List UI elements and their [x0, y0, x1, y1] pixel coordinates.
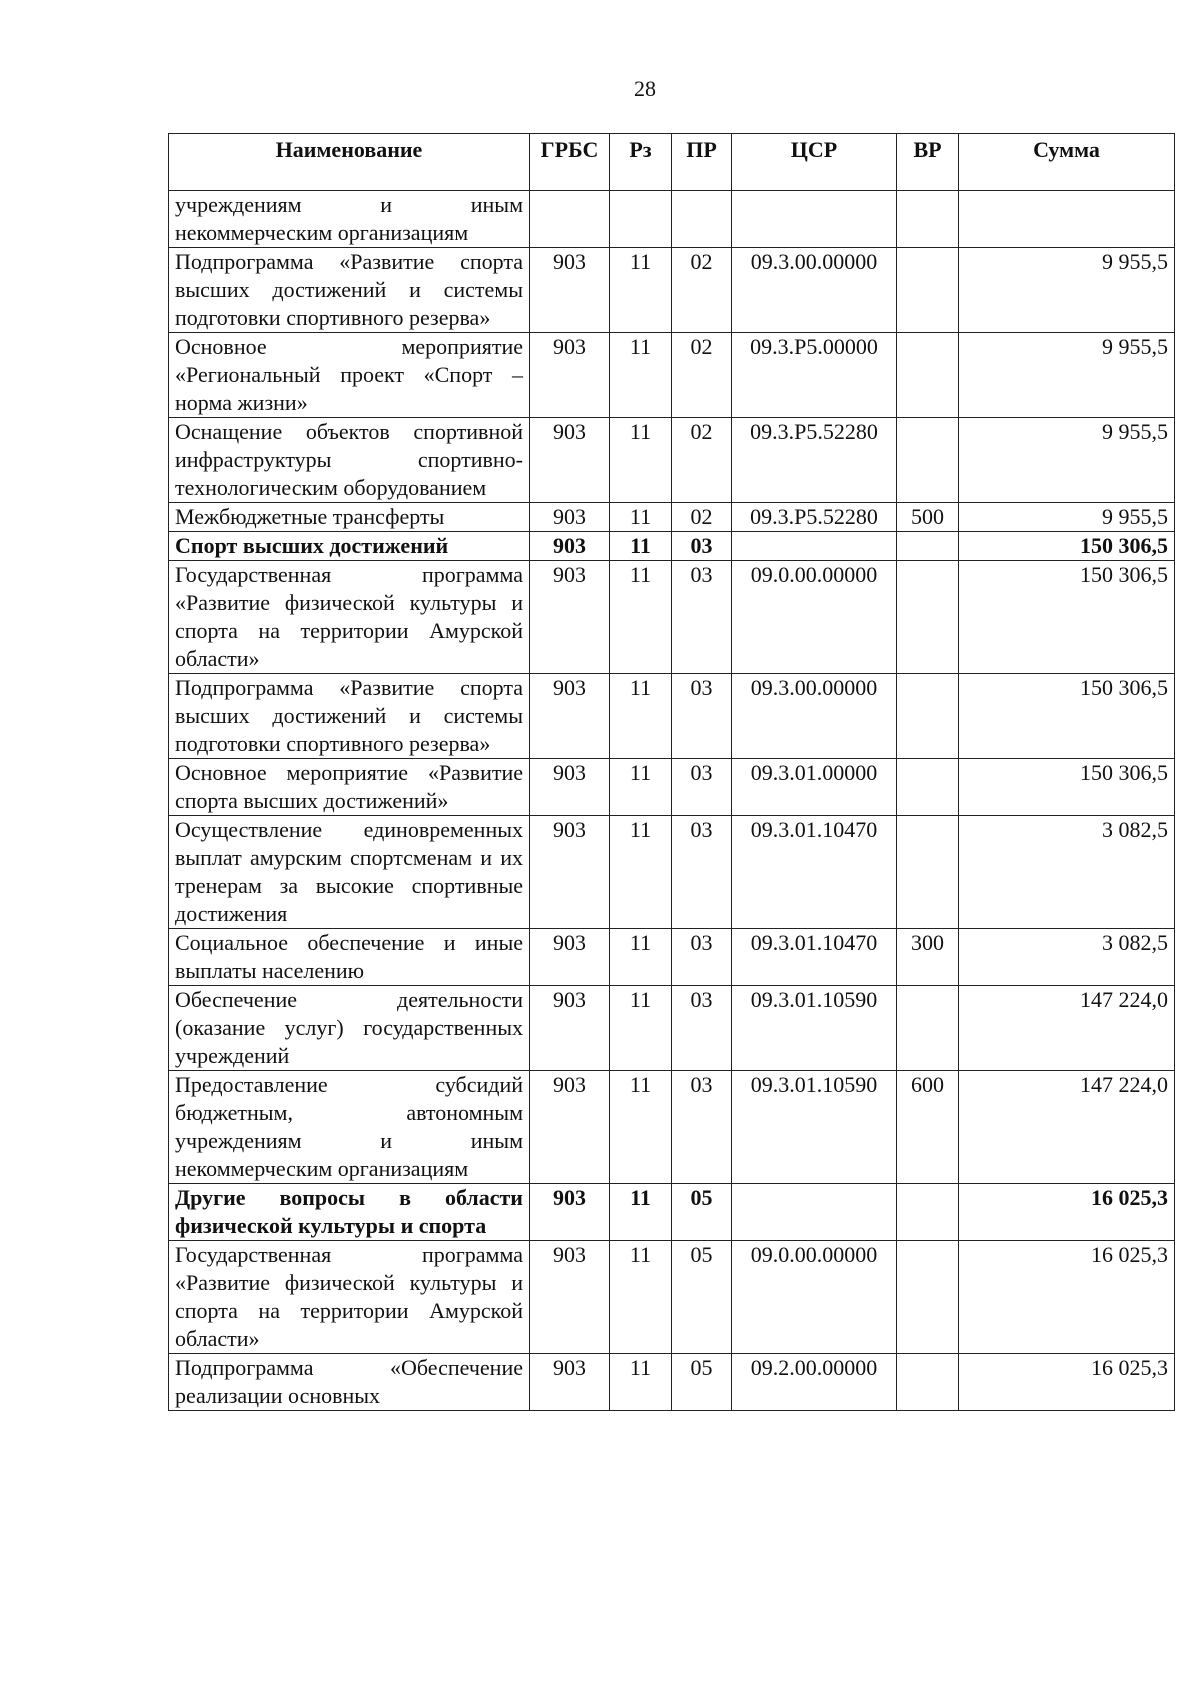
table-row: [169, 333, 1175, 418]
cell-vr: [897, 1184, 959, 1241]
cell-csr: 09.3.01.10590: [732, 986, 897, 1071]
table-row: [169, 986, 1175, 1071]
cell-rz: 11: [610, 532, 672, 561]
cell-name: Межбюджетные трансферты: [169, 503, 530, 532]
cell-sum: 150 306,5: [959, 561, 1175, 674]
cell-sum: 9 955,5: [959, 248, 1175, 333]
cell-rz: 11: [610, 333, 672, 418]
cell-vr: [897, 674, 959, 759]
cell-grbs: 903: [530, 248, 610, 333]
cell-rz: 11: [610, 1184, 672, 1241]
cell-rz: 11: [610, 248, 672, 333]
cell-csr: 09.0.00.00000: [732, 1241, 897, 1354]
cell-rz: 11: [610, 503, 672, 532]
table-body: [169, 191, 1175, 1411]
cell-vr: [897, 986, 959, 1071]
cell-pr: [672, 191, 732, 248]
header-rz: Рз: [610, 134, 672, 191]
table-row: [169, 1071, 1175, 1184]
cell-sum: 147 224,0: [959, 1071, 1175, 1184]
cell-sum: 16 025,3: [959, 1241, 1175, 1354]
header-vr: ВР: [897, 134, 959, 191]
cell-pr: 03: [672, 1071, 732, 1184]
cell-name: Осуществление единовременных выплат амурским спортсменам и их тренерам за высокие спортивные достижения: [169, 816, 530, 929]
cell-rz: 11: [610, 986, 672, 1071]
cell-vr: [897, 816, 959, 929]
cell-pr: 03: [672, 929, 732, 986]
cell-pr: 05: [672, 1184, 732, 1241]
cell-pr: 05: [672, 1354, 732, 1411]
cell-sum: 3 082,5: [959, 816, 1175, 929]
table-header-row: [169, 134, 1175, 191]
cell-rz: [610, 191, 672, 248]
cell-sum: 147 224,0: [959, 986, 1175, 1071]
cell-vr: 300: [897, 929, 959, 986]
cell-sum: 9 955,5: [959, 418, 1175, 503]
cell-pr: 02: [672, 333, 732, 418]
table-row: [169, 248, 1175, 333]
cell-csr: [732, 191, 897, 248]
cell-csr: 09.3.01.00000: [732, 759, 897, 816]
cell-sum: 16 025,3: [959, 1354, 1175, 1411]
cell-pr: 05: [672, 1241, 732, 1354]
cell-grbs: 903: [530, 503, 610, 532]
cell-csr: 09.3.00.00000: [732, 248, 897, 333]
cell-grbs: 903: [530, 532, 610, 561]
cell-grbs: 903: [530, 986, 610, 1071]
cell-grbs: 903: [530, 816, 610, 929]
cell-vr: [897, 1354, 959, 1411]
header-grbs: ГРБС: [530, 134, 610, 191]
cell-grbs: [530, 191, 610, 248]
cell-vr: [897, 248, 959, 333]
table-row: [169, 561, 1175, 674]
table-row: [169, 503, 1175, 532]
cell-rz: 11: [610, 1071, 672, 1184]
cell-grbs: 903: [530, 333, 610, 418]
cell-pr: 03: [672, 816, 732, 929]
table-row: [169, 929, 1175, 986]
cell-csr: 09.3.00.00000: [732, 674, 897, 759]
cell-pr: 03: [672, 561, 732, 674]
cell-grbs: 903: [530, 561, 610, 674]
cell-sum: 150 306,5: [959, 674, 1175, 759]
cell-rz: 11: [610, 816, 672, 929]
table-row: [169, 532, 1175, 561]
cell-name: Государственная программа «Развитие физической культуры и спорта на территории Амурской области»: [169, 1241, 530, 1354]
cell-csr: 09.0.00.00000: [732, 561, 897, 674]
cell-vr: 600: [897, 1071, 959, 1184]
cell-grbs: 903: [530, 1354, 610, 1411]
cell-vr: [897, 532, 959, 561]
table-row: [169, 1241, 1175, 1354]
table-row: [169, 191, 1175, 248]
header-pr: ПР: [672, 134, 732, 191]
cell-name: Обеспечение деятельности (оказание услуг) государственных учреждений: [169, 986, 530, 1071]
cell-pr: 02: [672, 418, 732, 503]
cell-csr: 09.3.Р5.00000: [732, 333, 897, 418]
cell-sum: 16 025,3: [959, 1184, 1175, 1241]
cell-sum: [959, 191, 1175, 248]
cell-csr: 09.3.01.10470: [732, 816, 897, 929]
table-row: [169, 1354, 1175, 1411]
cell-csr: [732, 532, 897, 561]
cell-vr: [897, 561, 959, 674]
cell-name: Социальное обеспечение и иные выплаты населению: [169, 929, 530, 986]
cell-grbs: 903: [530, 674, 610, 759]
table-row: [169, 1184, 1175, 1241]
cell-vr: [897, 759, 959, 816]
cell-grbs: 903: [530, 1241, 610, 1354]
cell-rz: 11: [610, 759, 672, 816]
header-sum: Сумма: [959, 134, 1175, 191]
cell-name: Подпрограмма «Развитие спорта высших достижений и системы подготовки спортивного резерва»: [169, 674, 530, 759]
cell-csr: 09.3.Р5.52280: [732, 418, 897, 503]
cell-grbs: 903: [530, 418, 610, 503]
cell-sum: 150 306,5: [959, 532, 1175, 561]
cell-rz: 11: [610, 674, 672, 759]
cell-sum: 9 955,5: [959, 333, 1175, 418]
cell-grbs: 903: [530, 1184, 610, 1241]
budget-table: [168, 133, 1175, 1411]
cell-grbs: 903: [530, 759, 610, 816]
cell-csr: 09.2.00.00000: [732, 1354, 897, 1411]
cell-name: Спорт высших достижений: [169, 532, 530, 561]
cell-name: Подпрограмма «Обеспечение реализации основных: [169, 1354, 530, 1411]
table-row: [169, 418, 1175, 503]
table-row: [169, 674, 1175, 759]
cell-rz: 11: [610, 929, 672, 986]
cell-vr: [897, 418, 959, 503]
cell-name: Основное мероприятие «Развитие спорта высших достижений»: [169, 759, 530, 816]
cell-sum: 3 082,5: [959, 929, 1175, 986]
cell-vr: [897, 1241, 959, 1354]
cell-pr: 03: [672, 532, 732, 561]
header-name: Наименование: [169, 134, 530, 191]
cell-name: Основное мероприятие «Региональный проект «Спорт – норма жизни»: [169, 333, 530, 418]
table-row: [169, 759, 1175, 816]
cell-pr: 03: [672, 759, 732, 816]
cell-name: учреждениям и иным некоммерческим организациям: [169, 191, 530, 248]
cell-name: Предоставление субсидий бюджетным, автономным учреждениям и иным некоммерческим организациям: [169, 1071, 530, 1184]
cell-name: Оснащение объектов спортивной инфраструктуры спортивно-технологическим оборудованием: [169, 418, 530, 503]
cell-csr: 09.3.Р5.52280: [732, 503, 897, 532]
cell-sum: 9 955,5: [959, 503, 1175, 532]
cell-rz: 11: [610, 561, 672, 674]
cell-vr: 500: [897, 503, 959, 532]
cell-sum: 150 306,5: [959, 759, 1175, 816]
cell-vr: [897, 191, 959, 248]
cell-csr: 09.3.01.10590: [732, 1071, 897, 1184]
cell-rz: 11: [610, 418, 672, 503]
page-number: 28: [634, 76, 656, 101]
header-csr: ЦСР: [732, 134, 897, 191]
cell-rz: 11: [610, 1354, 672, 1411]
cell-pr: 02: [672, 248, 732, 333]
cell-csr: 09.3.01.10470: [732, 929, 897, 986]
cell-csr: [732, 1184, 897, 1241]
cell-rz: 11: [610, 1241, 672, 1354]
cell-grbs: 903: [530, 1071, 610, 1184]
cell-pr: 03: [672, 986, 732, 1071]
cell-name: Подпрограмма «Развитие спорта высших достижений и системы подготовки спортивного резерва»: [169, 248, 530, 333]
cell-name: Государственная программа «Развитие физической культуры и спорта на территории Амурской области»: [169, 561, 530, 674]
cell-pr: 03: [672, 674, 732, 759]
cell-name: Другие вопросы в области физической культуры и спорта: [169, 1184, 530, 1241]
table-row: [169, 816, 1175, 929]
cell-grbs: 903: [530, 929, 610, 986]
cell-pr: 02: [672, 503, 732, 532]
cell-vr: [897, 333, 959, 418]
